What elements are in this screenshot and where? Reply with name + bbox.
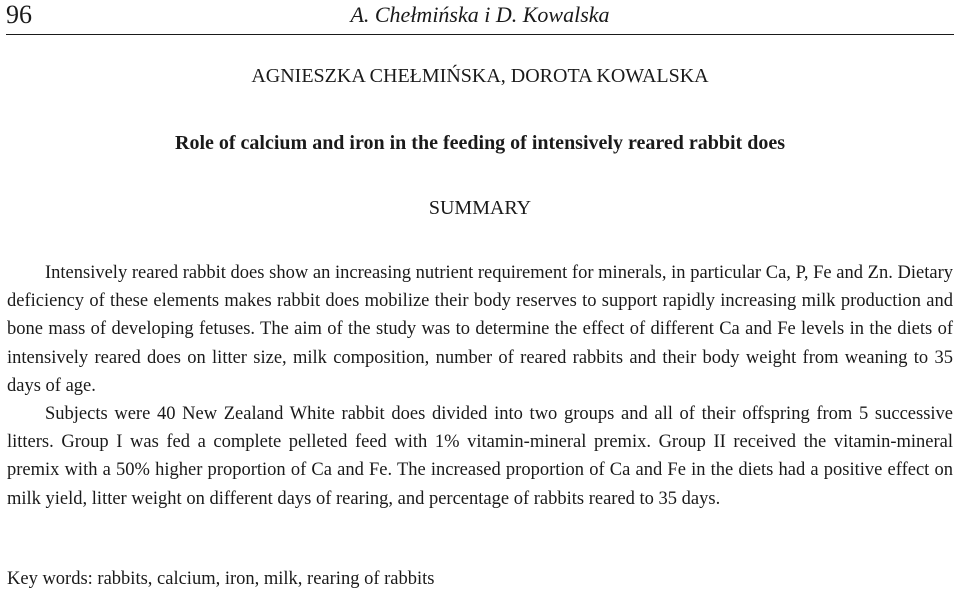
summary-paragraph-2: Subjects were 40 New Zealand White rabbit does divided into two groups and all of their offspring from 5 successive litters. Group I was fed a complete pelleted feed with 1% vitamin-mineral premix. Group II received the vitamin-mineral premix with a 50% higher proportion of Ca and Fe. The increased proportion of Ca and Fe in the diets had a positive effect on milk yield, litter weight on different days of rearing, and percentage of rabbits reared to 35 days. — [7, 404, 953, 509]
authors: AGNIESZKA CHEŁMIŃSKA, DOROTA KOWALSKA — [251, 65, 709, 87]
key-words: Key words: rabbits, calcium, iron, milk, rearing of rabbits — [7, 569, 435, 589]
page-number: 96 — [6, 0, 32, 29]
summary-body — [7, 259, 953, 513]
header-rule — [6, 34, 954, 35]
summary-heading: SUMMARY — [428, 197, 532, 219]
running-head — [0, 0, 960, 34]
paper-title: Role of calcium and iron in the feeding of intensively reared rabbit does — [175, 132, 785, 154]
running-title: A. Chełmińska i D. Kowalska — [350, 2, 610, 27]
summary-paragraph-1: Intensively reared rabbit does show an increasing nutrient requirement for minerals, in particular Ca, P, Fe and Zn. Dietary deficiency of these elements makes rabbit does mobilize their body reserves to support rapidly increasing milk production and bone mass of developing fetuses. The aim of the study was to determine the effect of different Ca and Fe levels in the diets of intensively reared does on litter size, milk composition, number of reared rabbits and their body weight from weaning to 35 days of age. — [7, 263, 953, 396]
